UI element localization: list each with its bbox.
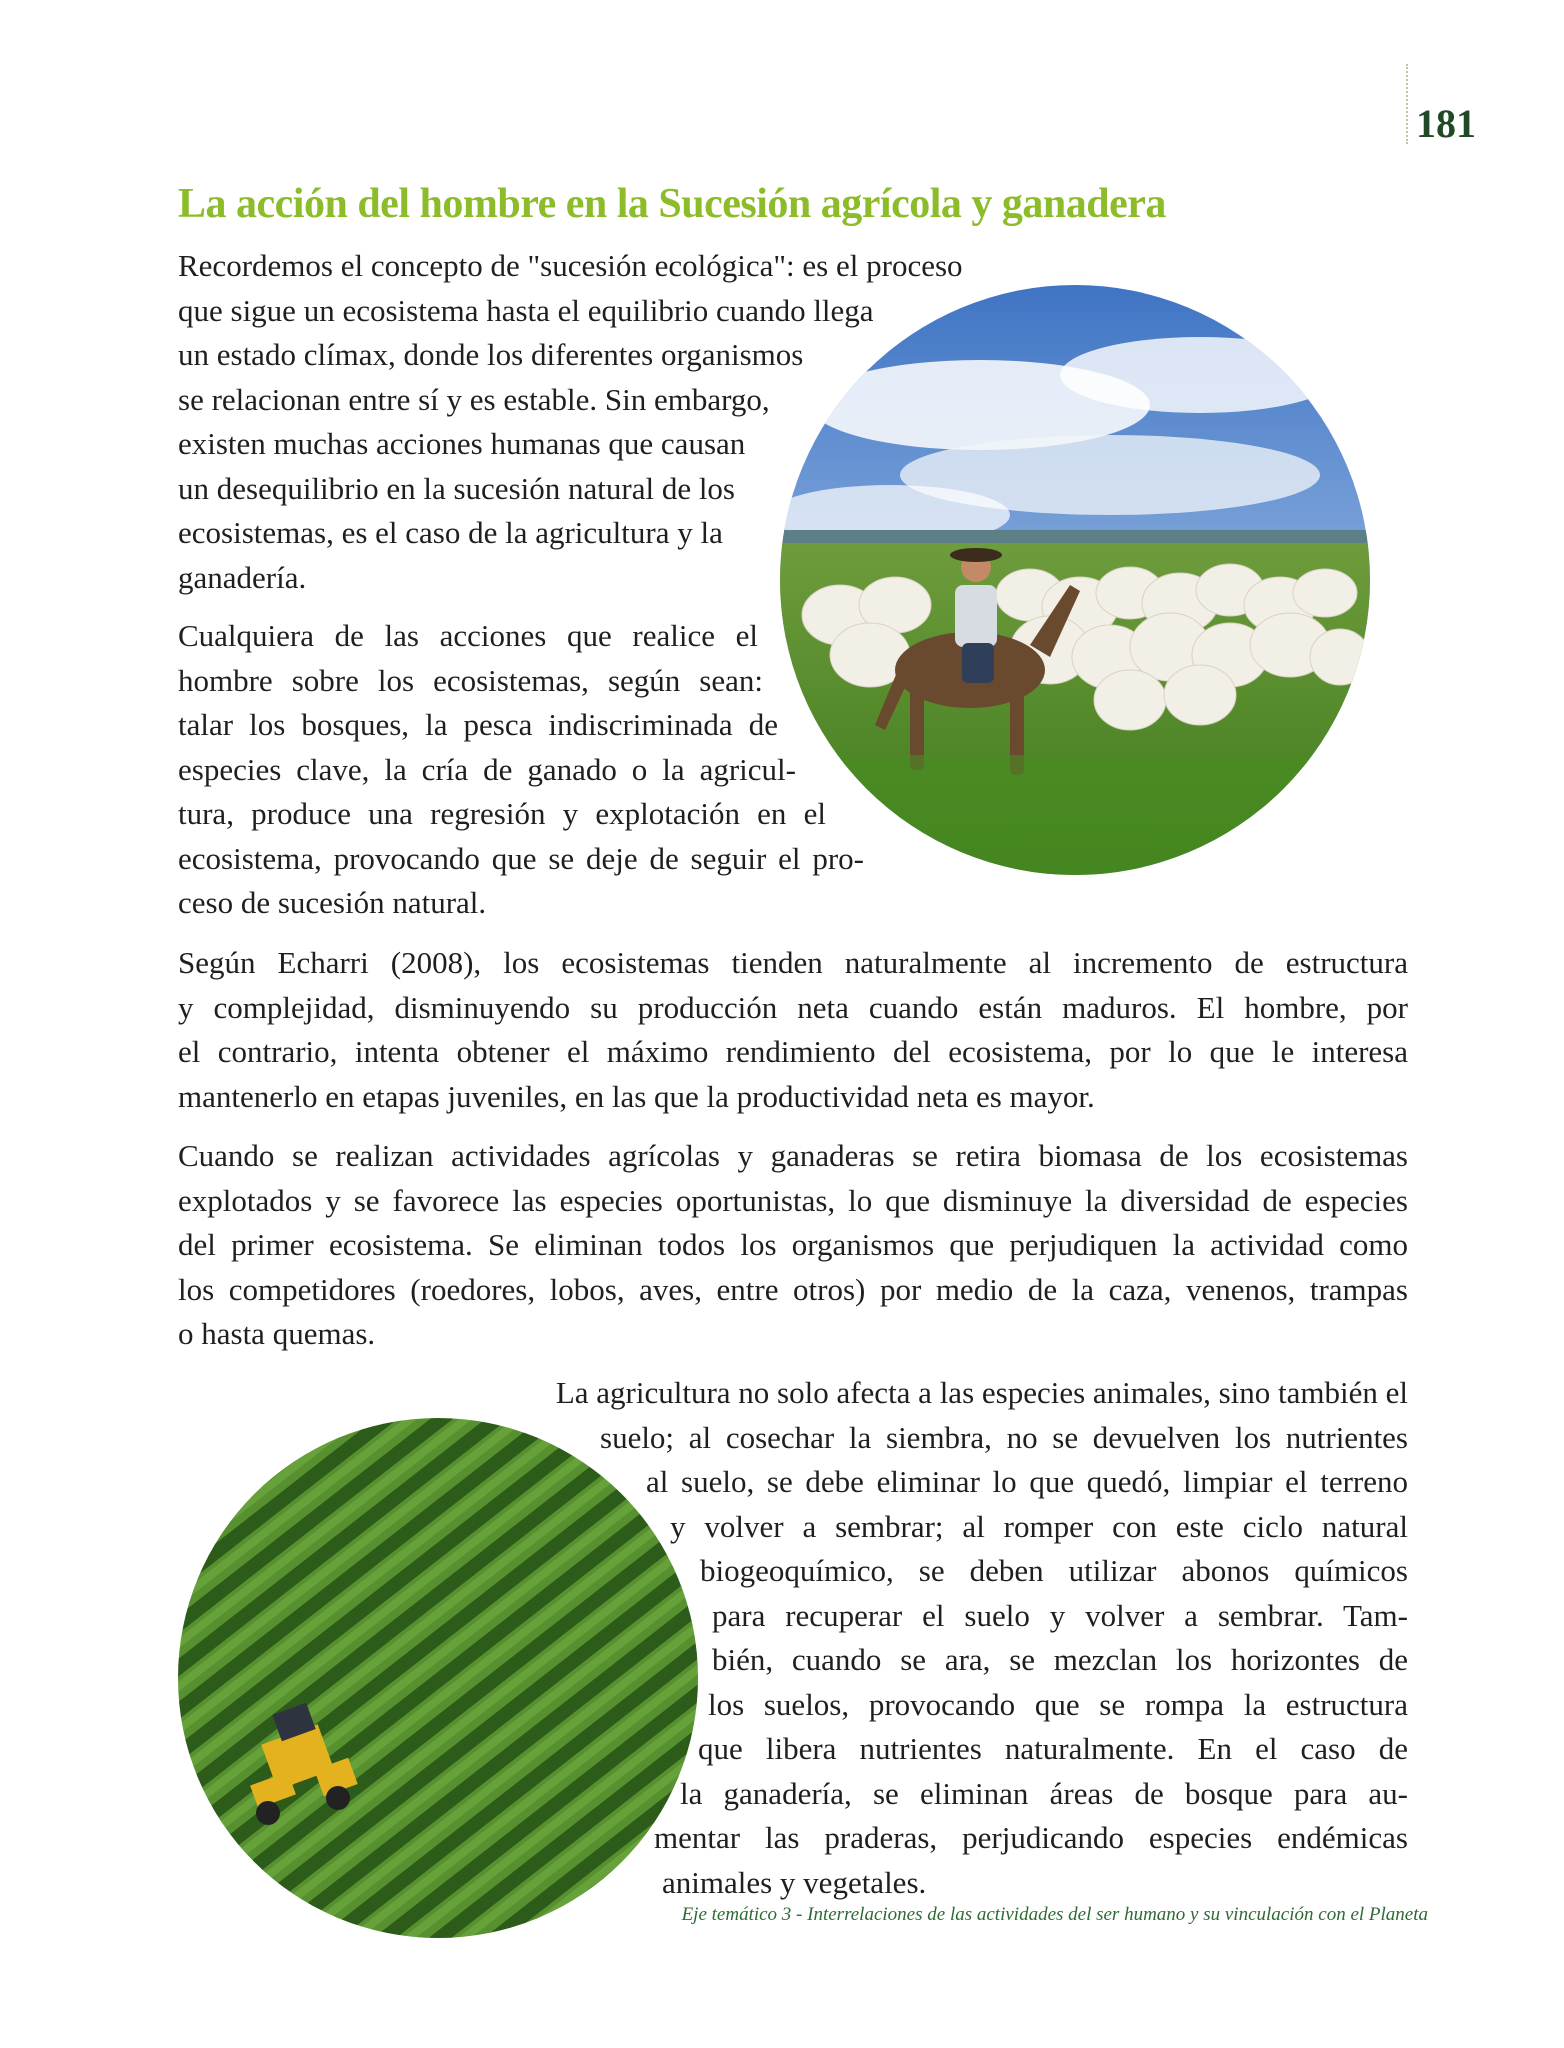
page-number-rule [1406, 64, 1408, 144]
section-title: La acción del hombre en la Sucesión agrícola y ganadera [178, 181, 1166, 227]
text-line: un estado clímax, donde los diferentes organismos [178, 337, 804, 372]
text-line: La agricultura no solo afecta a las especies animales, sino también el [555, 1375, 1408, 1410]
text-line: talar los bosques, la pesca indiscriminada de [178, 707, 778, 742]
text-line: y complejidad, disminuyendo su producción neta cuando están maduros. El hombre, por [178, 989, 1408, 1025]
text-line: los competidores (roedores, lobos, aves, entre otros) por medio de la caza, venenos, trampas [178, 1271, 1408, 1307]
text-line: ganadería. [178, 559, 307, 595]
text-line: Recordemos el concepto de "sucesión ecológica": es el proceso [178, 248, 963, 283]
text-line: mantenerlo en etapas juveniles, en las que la productividad neta es mayor. [178, 1078, 1095, 1114]
text-line: Cuando se realizan actividades agrícolas y ganaderas se retira biomasa de los ecosistemas [178, 1138, 1408, 1173]
text-line: o hasta quemas. [178, 1316, 376, 1351]
text-line: Según Echarri (2008), los ecosistemas tienden naturalmente al incremento de estructura [178, 945, 1408, 980]
text-line: biogeoquímico, se deben utilizar abonos químicos [700, 1553, 1408, 1588]
text-line: para recuperar el suelo y volver a sembrar. Tam- [712, 1597, 1408, 1633]
text-line: existen muchas acciones humanas que causan [178, 426, 746, 461]
text-line: animales y vegetales. [662, 1864, 927, 1900]
text-line: los suelos, provocando que se rompa la estructura [708, 1686, 1408, 1722]
text-line: que libera nutrientes naturalmente. En el caso de [698, 1731, 1408, 1766]
paragraph-agriculture-soil [400, 1371, 1408, 1905]
text-line: ecosistemas, es el caso de la agricultura y la [178, 515, 723, 550]
text-line: al suelo, se debe eliminar lo que quedó, limpiar el terreno [646, 1464, 1408, 1499]
text-line: mentar las praderas, perjudicando especies endémicas [654, 1820, 1408, 1855]
cattle-photo-illustration [780, 285, 1370, 875]
text-line: el contrario, intenta obtener el máximo rendimiento del ecosistema, por lo que le interesa [178, 1034, 1408, 1069]
text-line: tura, produce una regresión y explotación en el [178, 796, 826, 831]
text-line: y volver a sembrar; al romper con este ciclo natural [670, 1508, 1408, 1544]
paragraph-human-actions [178, 614, 878, 926]
page-number: 181 [1416, 101, 1476, 146]
paragraph-biomass [178, 1134, 1408, 1357]
text-line: que sigue un ecosistema hasta el equilibrio cuando llega [178, 292, 874, 328]
text-line: hombre sobre los ecosistemas, según sean: [178, 662, 763, 698]
text-line: ceso de sucesión natural. [178, 885, 487, 920]
text-line: un desequilibrio en la sucesión natural de los [178, 470, 736, 506]
text-line: del primer ecosistema. Se eliminan todos los organismos que perjudiquen la actividad como [178, 1227, 1408, 1262]
cattle-herding-photo [780, 285, 1370, 875]
text-line: suelo; al cosechar la siembra, no se devuelven los nutrientes [600, 1419, 1408, 1455]
text-line: explotados y se favorece las especies oportunistas, lo que disminuye la diversidad de especies [178, 1182, 1408, 1218]
paragraph-echarri [178, 941, 1408, 1119]
text-line: Cualquiera de las acciones que realice el [178, 618, 758, 653]
text-line: ecosistema, provocando que se deje de seguir el pro- [178, 840, 864, 876]
text-line: bién, cuando se ara, se mezclan los horizontes de [712, 1642, 1408, 1677]
text-line: la ganadería, se eliminan áreas de bosque para au- [680, 1775, 1408, 1811]
text-line: especies clave, la cría de ganado o la agricul- [178, 751, 796, 787]
text-line: se relacionan entre sí y es estable. Sin embargo, [178, 381, 770, 417]
page-footer: Eje temático 3 - Interrelaciones de las actividades del ser humano y su vinculación con el Planeta [681, 1904, 1428, 1925]
